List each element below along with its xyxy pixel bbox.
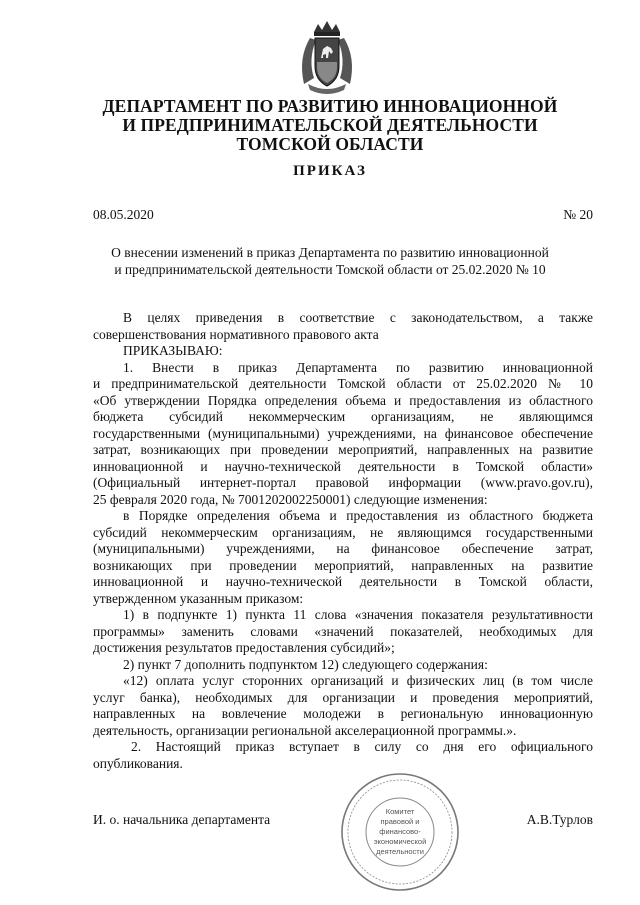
coat-of-arms-icon xyxy=(292,18,362,98)
body-line: достижения результатов предоставления субсидий»; xyxy=(93,640,395,655)
signatory-position: И. о. начальника департамента xyxy=(93,812,271,827)
official-seal-stamp xyxy=(338,770,462,894)
order-subject-line-2: и предпринимательской деятельности Томской области от 25.02.2020 № 10 xyxy=(114,262,546,277)
body-line: в Порядке определения объема и предоставления из областного бюджета xyxy=(123,508,593,523)
body-line: утвержденном указанным приказом: xyxy=(93,590,304,606)
body-line: деятельность, организации региональной акселерационной программы.». xyxy=(93,722,517,738)
seal-text-line: правовой и xyxy=(380,817,420,826)
body-line: В целях приведения в соответствие с законодательством, а также xyxy=(123,310,593,325)
department-name-line-2: И ПРЕДПРИНИМАТЕЛЬСКОЙ ДЕЯТЕЛЬНОСТИ xyxy=(122,115,538,135)
order-body xyxy=(93,310,593,772)
order-title: ПРИКАЗ xyxy=(293,163,367,179)
seal-text-line: деятельности xyxy=(376,847,424,856)
body-line: программы» заменить словами «значений показателей, необходимых для xyxy=(93,623,593,639)
body-line: ПРИКАЗЫВАЮ: xyxy=(123,343,223,358)
body-line: 1. Внести в приказ Департамента по развитию инновационной xyxy=(123,359,593,375)
department-name-line-1: ДЕПАРТАМЕНТ ПО РАЗВИТИЮ ИННОВАЦИОННОЙ xyxy=(102,96,558,116)
body-line: 2) пункт 7 дополнить подпунктом 12) следующего содержания: xyxy=(123,656,488,672)
body-line: инновационной и научно-технической деятельности в Томской области» xyxy=(93,458,593,474)
signatory-name: А.В.Турлов xyxy=(526,812,593,827)
body-line: 2. Настоящий приказ вступает в силу со дня его официального xyxy=(131,739,593,754)
body-line: «Об утверждении Порядка определения объема и предоставления из областного xyxy=(93,392,593,408)
seal-text-line: экономической xyxy=(373,837,427,846)
body-line: (муниципальными) учреждениями, на финансовое обеспечение затрат, xyxy=(93,541,593,556)
body-line: затрат, возникающих при проведении мероприятий, направленных на развитие xyxy=(93,442,593,457)
body-line: 1) в подпункте 1) пункта 11 слова «значения показателя результативности xyxy=(123,607,593,622)
body-line: инновационной и научно-технической деятельности в Томской области, xyxy=(93,574,593,589)
body-line: бюджета субсидий некоммерческим организациям, не являющимся xyxy=(93,409,593,424)
seal-text-line: Комитет xyxy=(385,807,415,816)
body-line: направленных на вовлечение молодежи в региональную инновационную xyxy=(93,706,593,721)
order-number: № 20 xyxy=(563,207,593,222)
body-line: совершенствования нормативного правового акта xyxy=(93,326,379,342)
body-line: государственными (муниципальными) учреждениями, на финансовое обеспечение xyxy=(93,425,593,441)
body-line: возникающих при проведении мероприятий, направленных на развитие xyxy=(93,557,593,573)
department-name-line-3: ТОМСКОЙ ОБЛАСТИ xyxy=(236,134,424,154)
body-line: и предпринимательской деятельности Томской области от 25.02.2020 № 10 xyxy=(93,376,593,391)
body-line: (Официальный интернет-портал правовой информации (www.pravo.gov.ru), xyxy=(93,475,593,490)
body-line: услуг банка), необходимых для организации и проведения мероприятий, xyxy=(93,689,593,705)
body-line: «12) оплата услуг сторонних организаций и физических лиц (в том числе xyxy=(123,673,593,688)
body-line: 25 февраля 2020 года, № 7001202002250001) следующие изменения: xyxy=(93,491,488,507)
body-line: опубликования. xyxy=(93,755,183,771)
order-subject-line-1: О внесении изменений в приказ Департамента по развитию инновационной xyxy=(111,245,549,260)
seal-text-line: финансово- xyxy=(379,827,421,836)
body-line: субсидий некоммерческим организациям, не являющимся государственными xyxy=(93,524,593,540)
order-date: 08.05.2020 xyxy=(93,207,154,222)
